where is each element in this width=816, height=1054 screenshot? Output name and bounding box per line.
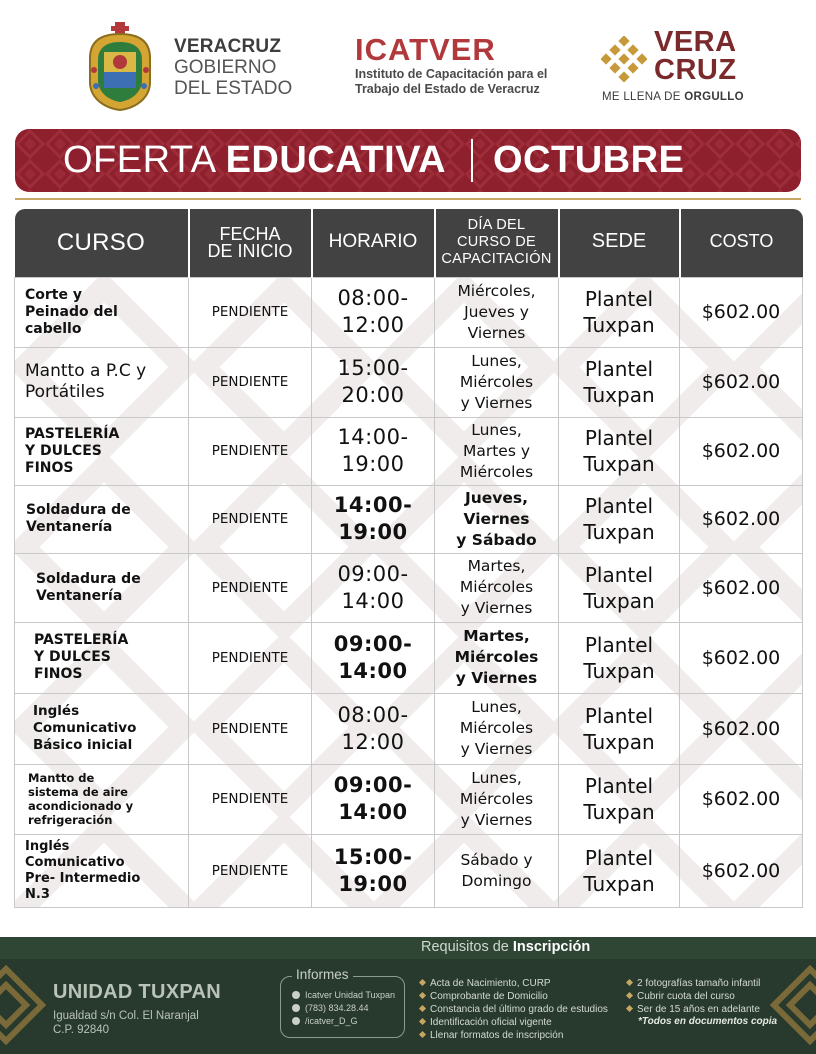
sede-line: Plantel	[584, 845, 654, 870]
cell-dia	[435, 553, 559, 622]
requirement-item	[420, 977, 608, 990]
cell-curso	[15, 764, 189, 834]
dia-line: Martes y	[462, 441, 531, 460]
cell-dia	[435, 764, 559, 834]
horario-line: 08:00-	[337, 286, 409, 310]
requirement-text: Cubrir cuota del curso	[637, 991, 735, 1002]
table-row	[15, 417, 803, 485]
header-curso	[15, 209, 189, 277]
course-table	[14, 209, 803, 908]
horario-line: 14:00-	[337, 425, 409, 449]
cell-sede	[559, 417, 680, 485]
cell-sede	[559, 834, 680, 907]
logo-line: VERACRUZ	[174, 36, 282, 57]
curso-line: Básico inicial	[33, 737, 133, 753]
table-row	[15, 277, 803, 347]
curso-line: Ventanería	[36, 587, 123, 604]
sede-line: Tuxpan	[583, 452, 655, 476]
cell-costo: $602.00	[680, 553, 803, 622]
informes-text: (783) 834.28.44	[305, 1003, 369, 1013]
cell-fecha: PENDIENTE	[189, 347, 312, 417]
requirement-text: Constancia del último grado de estudios	[430, 1004, 608, 1015]
requirement-item	[627, 977, 760, 990]
sede-line: Plantel	[584, 774, 654, 798]
footer-knot-left-icon	[0, 965, 46, 1045]
cell-curso	[15, 622, 189, 693]
table-row	[15, 622, 803, 693]
cell-fecha: PENDIENTE	[189, 417, 312, 485]
requirement-text: Llenar formatos de inscripción	[430, 1030, 564, 1041]
curso-line: Soldadura de	[26, 502, 131, 518]
horario-line: 19:00	[338, 520, 408, 544]
informes-title: Informes	[292, 967, 353, 982]
table-row	[15, 347, 803, 417]
curso-line: Y DULCES	[34, 649, 111, 665]
horario-line: 19:00	[338, 871, 408, 896]
veracruz-tagline	[602, 91, 744, 103]
curso-line: Ventanería	[26, 519, 113, 535]
horario-line: 15:00-	[333, 844, 413, 869]
banner-title-a: OFERTA	[63, 139, 226, 181]
wordmark-line: VERA	[654, 26, 737, 58]
sede-line: Tuxpan	[583, 520, 655, 544]
cell-costo: $602.00	[680, 277, 803, 347]
informes-list	[292, 989, 395, 1028]
tagline-bold: ORGULLO	[684, 91, 744, 103]
cell-dia	[435, 693, 559, 764]
requirement-item	[627, 1003, 760, 1016]
requirement-item	[627, 990, 760, 1003]
sede-line: Plantel	[584, 357, 654, 381]
curso-line: Mantto a P.C y	[25, 361, 147, 381]
cell-horario	[312, 834, 435, 907]
header-label: DÍA DEL	[467, 217, 526, 234]
cell-curso	[15, 347, 189, 417]
dia-line: Lunes,	[471, 768, 522, 787]
banner-month: OCTUBRE	[493, 139, 685, 181]
cell-sede	[559, 622, 680, 693]
cell-fecha: PENDIENTE	[189, 485, 312, 553]
curso-line: Soldadura de	[36, 570, 141, 587]
requirement-item	[420, 1016, 608, 1029]
bullet-icon	[626, 992, 633, 999]
sede-line: Tuxpan	[583, 383, 655, 407]
requirement-text: 2 fotografías tamaño infantil	[637, 978, 761, 989]
address-line: Igualdad s/n Col. El Naranjal	[53, 1010, 199, 1022]
icatver-subtitle-line: Trabajo del Estado de Veracruz	[355, 82, 540, 96]
header-dia	[435, 209, 559, 277]
dia-line: Jueves,	[464, 488, 529, 507]
logo-line: DEL ESTADO	[174, 78, 293, 99]
dia-line: Lunes,	[471, 420, 522, 439]
requirement-text: Ser de 15 años en adelante	[637, 1004, 760, 1015]
dia-line: Lunes,	[471, 351, 522, 370]
header-label: DE INICIO	[207, 240, 293, 261]
table-row	[15, 553, 803, 622]
banner-divider	[471, 139, 473, 182]
curso-line: PASTELERÍA	[34, 632, 129, 648]
cell-sede	[559, 764, 680, 834]
sede-line: Tuxpan	[583, 871, 655, 896]
bullet-icon	[626, 979, 633, 986]
cell-horario	[312, 417, 435, 485]
sede-line: Plantel	[584, 562, 654, 587]
dia-line: Domingo	[461, 871, 532, 890]
cell-dia	[435, 417, 559, 485]
horario-line: 14:00	[341, 588, 405, 613]
dia-line: y Viernes	[460, 599, 533, 617]
requirement-text: Acta de Nacimiento, CURP	[430, 978, 551, 989]
bullet-icon	[419, 1031, 426, 1038]
cell-fecha: PENDIENTE	[189, 764, 312, 834]
bullet-icon	[419, 1018, 426, 1025]
requirements-list-2	[627, 977, 760, 1016]
dia-line: Miércoles	[459, 719, 534, 737]
dia-line: y Sábado	[456, 530, 537, 549]
sede-line: Tuxpan	[583, 800, 655, 824]
dia-line: y Viernes	[460, 810, 533, 829]
cell-horario	[312, 622, 435, 693]
sede-line: Tuxpan	[583, 658, 655, 683]
curso-line: acondicionado y	[28, 799, 134, 813]
title-banner	[15, 129, 801, 192]
cell-costo: $602.00	[680, 693, 803, 764]
banner-title	[63, 137, 446, 183]
curso-line: refrigeración	[28, 813, 113, 827]
curso-line: Mantto de	[28, 771, 95, 785]
cell-costo: $602.00	[680, 417, 803, 485]
phone-icon	[292, 1004, 300, 1012]
cell-fecha: PENDIENTE	[189, 553, 312, 622]
header-horario	[312, 209, 435, 277]
horario-line: 15:00-	[337, 356, 409, 380]
table-row	[15, 485, 803, 553]
cell-dia	[435, 485, 559, 553]
cell-costo: $602.00	[680, 764, 803, 834]
address-line: C.P. 92840	[53, 1024, 110, 1036]
cell-curso	[15, 693, 189, 764]
requirement-text: Comprobante de Domicilio	[430, 991, 548, 1002]
cell-costo: $602.00	[680, 834, 803, 907]
informes-text: Icatver Unidad Tuxpan	[305, 990, 396, 1000]
cell-fecha: PENDIENTE	[189, 834, 312, 907]
cell-curso	[15, 417, 189, 485]
dia-line: Miércoles	[459, 462, 534, 481]
sede-line: Tuxpan	[583, 588, 655, 613]
cell-horario	[312, 553, 435, 622]
bullet-icon	[626, 1005, 633, 1012]
icatver-subtitle-line: Instituto de Capacitación para el	[355, 67, 548, 81]
curso-line: FINOS	[25, 459, 74, 476]
dia-line: Sábado y	[460, 850, 533, 869]
requirement-item	[420, 990, 608, 1003]
informes-facebook[interactable]	[292, 989, 395, 1002]
requirements-title	[421, 939, 590, 955]
horario-line: 12:00	[341, 729, 405, 754]
dia-line: Martes,	[467, 557, 526, 575]
informes-social[interactable]	[292, 1015, 395, 1028]
horario-line: 14:00	[338, 800, 408, 824]
horario-line: 09:00-	[333, 631, 413, 656]
cell-dia	[435, 277, 559, 347]
cell-sede	[559, 277, 680, 347]
cell-dia	[435, 347, 559, 417]
sede-line: Tuxpan	[583, 729, 655, 754]
cell-curso	[15, 485, 189, 553]
cell-costo: $602.00	[680, 347, 803, 417]
icatver-logo	[355, 33, 547, 97]
header-label: SEDE	[591, 230, 647, 253]
cell-costo: $602.00	[680, 485, 803, 553]
tagline-text: ME LLENA DE	[602, 91, 685, 103]
sede-line: Tuxpan	[583, 313, 655, 337]
dia-line: Miércoles	[459, 372, 534, 391]
dia-line: Miércoles	[459, 789, 534, 808]
curso-line: Pre- Intermedio	[25, 870, 141, 886]
dia-line: Miércoles	[454, 648, 539, 666]
header-label: FECHA	[219, 223, 281, 244]
horario-line: 14:00-	[333, 493, 413, 517]
curso-line: Inglés	[25, 838, 70, 854]
table-row	[15, 693, 803, 764]
cell-horario	[312, 277, 435, 347]
bullet-icon	[419, 979, 426, 986]
divider-line	[15, 198, 801, 200]
cell-horario	[312, 764, 435, 834]
table-row	[15, 764, 803, 834]
footer-knot-right-icon	[770, 965, 816, 1045]
cell-horario	[312, 485, 435, 553]
curso-line: sistema de aire	[28, 785, 128, 799]
header-label: CAPACITACIÓN	[441, 251, 552, 268]
requirements-title-a: Requisitos de	[421, 939, 513, 955]
requirements-note: *Todos en documentos copia	[638, 1016, 778, 1027]
requirements-list-1	[420, 977, 608, 1042]
banner-title-b: EDUCATIVA	[225, 139, 447, 181]
unit-name: UNIDAD TUXPAN	[53, 981, 221, 1003]
cell-fecha: PENDIENTE	[189, 277, 312, 347]
dia-line: Jueves y	[464, 302, 529, 321]
cell-dia	[435, 622, 559, 693]
horario-line: 12:00	[341, 313, 405, 337]
curso-line: cabello	[25, 320, 82, 337]
horario-line: 08:00-	[337, 702, 409, 727]
unit-address	[53, 1009, 199, 1037]
header-label: CURSO DE	[457, 234, 536, 251]
cell-horario	[312, 347, 435, 417]
header-label: HORARIO	[328, 231, 418, 253]
sede-line: Plantel	[584, 494, 654, 518]
dia-line: Miércoles	[459, 578, 534, 596]
table-header-row	[15, 209, 803, 277]
header-sede	[559, 209, 680, 277]
cell-sede	[559, 485, 680, 553]
page-footer	[0, 937, 816, 1054]
sede-line: Plantel	[584, 426, 654, 450]
curso-line: Comunicativo	[25, 854, 125, 870]
cell-sede	[559, 347, 680, 417]
horario-line: 19:00	[341, 452, 405, 476]
cell-sede	[559, 553, 680, 622]
horario-line: 09:00-	[337, 561, 409, 586]
sede-line: Plantel	[584, 287, 654, 311]
dia-line: Viernes	[467, 323, 526, 342]
requirement-text: Identificación oficial vigente	[430, 1017, 552, 1028]
cell-horario	[312, 693, 435, 764]
informes-phone[interactable]	[292, 1002, 395, 1015]
horario-line: 14:00	[338, 658, 408, 683]
header-costo	[680, 209, 803, 277]
header-fecha	[189, 209, 312, 277]
sede-line: Plantel	[584, 703, 654, 728]
curso-line: Peinado del	[25, 303, 118, 320]
cell-sede	[559, 693, 680, 764]
dia-line: Miércoles,	[457, 281, 536, 300]
requirement-item	[420, 1003, 608, 1016]
cell-curso	[15, 277, 189, 347]
curso-line: Portátiles	[25, 382, 105, 402]
horario-line: 20:00	[341, 383, 405, 407]
header-label: CURSO	[56, 228, 146, 256]
logo-line: GOBIERNO	[174, 57, 277, 78]
facebook-icon	[292, 991, 300, 999]
informes-text: /icatver_D_G	[305, 1016, 358, 1026]
cell-dia	[435, 834, 559, 907]
curso-line: N.3	[25, 886, 50, 902]
curso-line: Inglés	[33, 703, 80, 719]
header-label: COSTO	[709, 231, 774, 252]
veracruz-gobierno-logo-text	[174, 36, 292, 99]
curso-line: FINOS	[34, 666, 83, 682]
horario-line: 09:00-	[333, 773, 413, 797]
dia-line: y Viernes	[455, 669, 538, 687]
veracruz-coat-of-arms-icon	[84, 22, 156, 112]
curso-line: PASTELERÍA	[25, 425, 120, 442]
icatver-title: ICATVER	[355, 32, 496, 67]
curso-line: Y DULCES	[25, 442, 102, 459]
page-header	[0, 0, 816, 125]
cell-curso	[15, 553, 189, 622]
cell-curso	[15, 834, 189, 907]
cell-costo: $602.00	[680, 622, 803, 693]
dia-line: y Viernes	[460, 393, 533, 412]
dia-line: Martes,	[463, 627, 530, 645]
curso-line: Corte y	[25, 286, 82, 303]
sede-line: Plantel	[584, 632, 654, 657]
bullet-icon	[419, 1005, 426, 1012]
cell-fecha: PENDIENTE	[189, 693, 312, 764]
cell-fecha: PENDIENTE	[189, 622, 312, 693]
veracruz-knot-logo-icon	[601, 36, 647, 82]
curso-line: Comunicativo	[33, 720, 137, 736]
veracruz-wordmark	[654, 28, 737, 84]
dia-line: Viernes	[463, 509, 530, 528]
dia-line: Lunes,	[471, 698, 522, 716]
dia-line: y Viernes	[460, 740, 533, 758]
footer-top-bar	[0, 937, 816, 959]
wordmark-line: CRUZ	[654, 54, 737, 86]
bullet-icon	[419, 992, 426, 999]
social-icon	[292, 1017, 300, 1025]
table-row	[15, 834, 803, 907]
requirements-title-b: Inscripción	[512, 939, 591, 955]
course-table-wrap	[14, 209, 802, 907]
requirement-item	[420, 1029, 608, 1042]
